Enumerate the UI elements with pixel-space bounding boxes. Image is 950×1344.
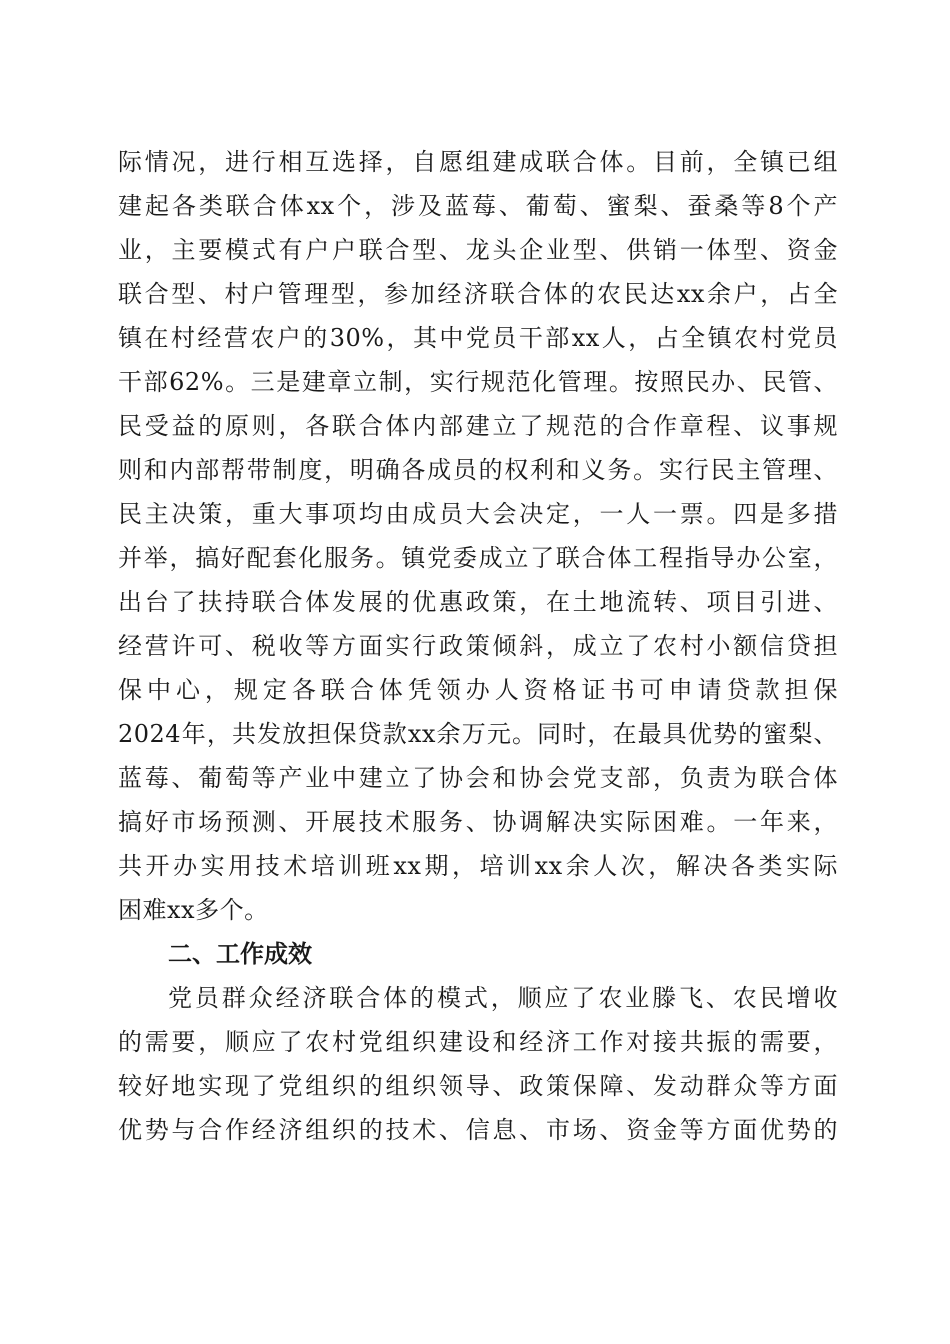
text-line: 建起各类联合体xx个，涉及蓝莓、葡萄、蜜梨、蚕桑等8个产 (118, 192, 838, 220)
text-line: 联合型、村户管理型，参加经济联合体的农民达xx余户，占全 (118, 280, 838, 308)
text-line: 镇在村经营农户的30%，其中党员干部xx人，占全镇农村党员 (118, 324, 838, 352)
text-line: 保中心，规定各联合体凭领办人资格证书可申请贷款担保 (118, 676, 838, 704)
text-line: 蓝莓、葡萄等产业中建立了协会和协会党支部，负责为联合体 (118, 764, 838, 792)
text-line: 民受益的原则，各联合体内部建立了规范的合作章程、议事规 (118, 412, 838, 440)
text-line: 较好地实现了党组织的组织领导、政策保障、发动群众等方面 (118, 1072, 838, 1100)
text-line: 党员群众经济联合体的模式，顺应了农业滕飞、农民增收 (168, 984, 838, 1012)
text-line: 则和内部帮带制度，明确各成员的权利和义务。实行民主管理、 (118, 456, 838, 484)
paragraph-2 (118, 976, 838, 1152)
body-text (118, 140, 838, 1152)
text-line: 际情况，进行相互选择，自愿组建成联合体。目前，全镇已组 (118, 148, 838, 176)
text-line: 业，主要模式有户户联合型、龙头企业型、供销一体型、资金 (118, 236, 838, 264)
text-line: 困难xx多个。 (118, 896, 269, 924)
section-heading: 二、工作成效 (168, 940, 312, 968)
text-line: 干部62%。三是建章立制，实行规范化管理。按照民办、民管、 (118, 368, 838, 396)
text-line: 搞好市场预测、开展技术服务、协调解决实际困难。一年来， (118, 808, 838, 836)
text-line: 的需要，顺应了农村党组织建设和经济工作对接共振的需要， (118, 1028, 838, 1056)
text-line: 民主决策，重大事项均由成员大会决定，一人一票。四是多措 (118, 500, 838, 528)
text-line: 出台了扶持联合体发展的优惠政策，在土地流转、项目引进、 (118, 588, 838, 616)
text-line: 2024年，共发放担保贷款xx余万元。同时，在最具优势的蜜梨、 (118, 720, 838, 748)
text-line: 经营许可、税收等方面实行政策倾斜，成立了农村小额信贷担 (118, 632, 838, 660)
text-line: 优势与合作经济组织的技术、信息、市场、资金等方面优势的 (118, 1116, 838, 1144)
text-line: 共开办实用技术培训班xx期，培训xx余人次，解决各类实际 (118, 852, 838, 880)
text-line: 并举，搞好配套化服务。镇党委成立了联合体工程指导办公室， (118, 544, 838, 572)
paragraph-1 (118, 140, 838, 932)
